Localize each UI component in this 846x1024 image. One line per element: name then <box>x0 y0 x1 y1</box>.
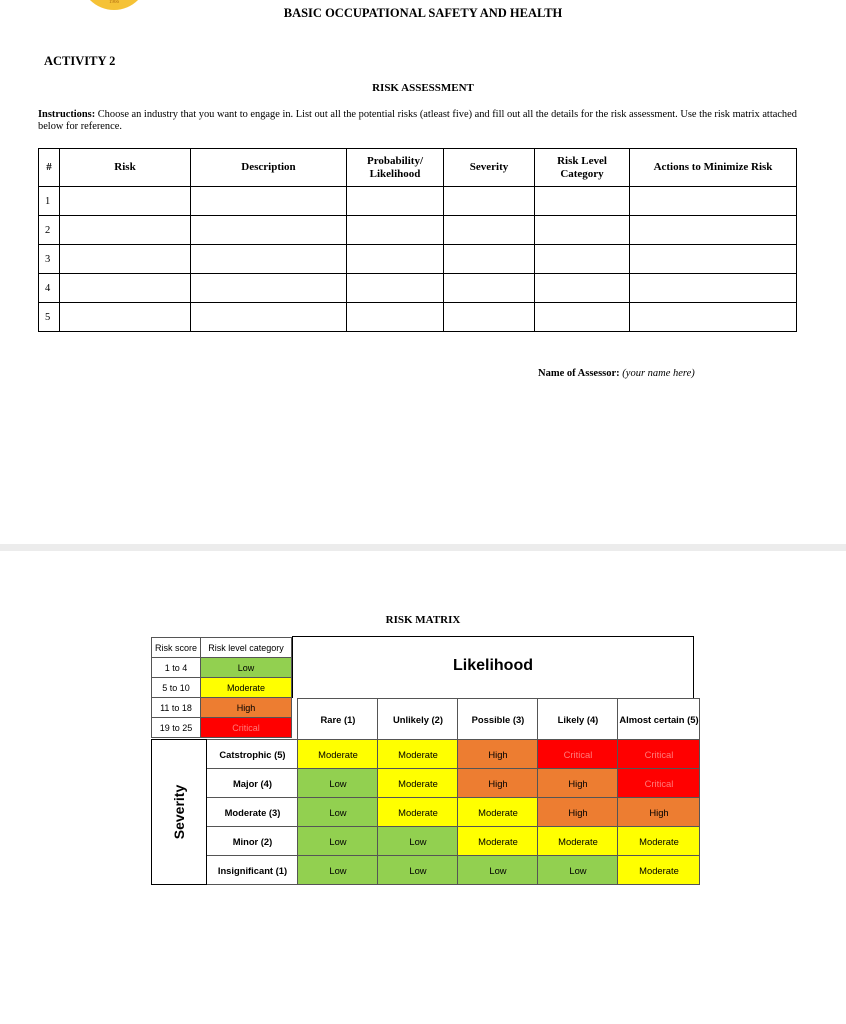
severity-label: Severity <box>171 784 188 840</box>
severity-cell[interactable] <box>444 187 535 216</box>
matrix-cell: Moderate <box>458 827 538 856</box>
matrix-cell: Low <box>298 856 378 885</box>
actions-cell[interactable] <box>630 216 797 245</box>
legend-score: 11 to 18 <box>152 698 201 718</box>
risk-level-cell[interactable] <box>535 216 630 245</box>
probability-cell[interactable] <box>347 216 444 245</box>
instructions-label: Instructions: <box>38 109 96 120</box>
legend-row <box>152 658 292 678</box>
row-number: 5 <box>39 303 60 332</box>
matrix-cell: Moderate <box>298 740 378 769</box>
legend-score: 19 to 25 <box>152 718 201 738</box>
description-cell[interactable] <box>191 216 347 245</box>
legend-header-score: Risk score <box>152 638 201 658</box>
severity-cell[interactable] <box>444 216 535 245</box>
instructions <box>38 109 808 133</box>
probability-cell[interactable] <box>347 274 444 303</box>
row-number: 3 <box>39 245 60 274</box>
matrix-cell: Low <box>298 769 378 798</box>
severity-level: Moderate (3) <box>207 798 298 827</box>
matrix-cell: Moderate <box>618 856 700 885</box>
instructions-text: Choose an industry that you want to engage in. List out all the potential risks (atleast five) and fill out all the details for the risk assessment. Use the risk matrix attached below for reference. <box>38 109 797 132</box>
severity-row <box>152 798 700 827</box>
col-header-risk-level: Risk Level Category <box>535 149 630 187</box>
matrix-cell: Low <box>458 856 538 885</box>
assessor-line <box>538 368 695 379</box>
description-cell[interactable] <box>191 245 347 274</box>
severity-row <box>152 856 700 885</box>
col-header-risk: Risk <box>60 149 191 187</box>
table-row <box>39 187 797 216</box>
page-separator <box>0 544 846 551</box>
severity-level: Catstrophic (5) <box>207 740 298 769</box>
likelihood-levels-row <box>152 699 700 740</box>
risk-level-cell[interactable] <box>535 303 630 332</box>
matrix-cell: Moderate <box>378 798 458 827</box>
matrix-cell: Moderate <box>378 740 458 769</box>
legend-category: Moderate <box>201 678 292 698</box>
risk-level-cell[interactable] <box>535 187 630 216</box>
legend-score: 1 to 4 <box>152 658 201 678</box>
risk-assessment-table <box>38 148 797 332</box>
severity-cell[interactable] <box>444 245 535 274</box>
legend-category: Low <box>201 658 292 678</box>
legend-score: 5 to 10 <box>152 678 201 698</box>
risk-level-cell[interactable] <box>535 245 630 274</box>
matrix-cell: High <box>458 740 538 769</box>
probability-cell[interactable] <box>347 245 444 274</box>
severity-cell[interactable] <box>444 303 535 332</box>
legend-row <box>152 678 292 698</box>
table-header-row <box>39 149 797 187</box>
col-header-actions: Actions to Minimize Risk <box>630 149 797 187</box>
risk-cell[interactable] <box>60 216 191 245</box>
col-header-severity: Severity <box>444 149 535 187</box>
likelihood-level: Possible (3) <box>458 699 538 740</box>
matrix-cell: Moderate <box>538 827 618 856</box>
legend-category: Critical <box>201 718 292 738</box>
risk-assessment-title: RISK ASSESSMENT <box>372 82 474 94</box>
matrix-cell: Moderate <box>618 827 700 856</box>
matrix-cell: Low <box>538 856 618 885</box>
severity-level: Insignificant (1) <box>207 856 298 885</box>
matrix-cell: Low <box>378 827 458 856</box>
legend-header-category: Risk level category <box>201 638 292 658</box>
school-logo: 1966 <box>80 0 148 10</box>
col-header-description: Description <box>191 149 347 187</box>
matrix-cell: Moderate <box>378 769 458 798</box>
matrix-cell: High <box>538 769 618 798</box>
likelihood-level: Almost certain (5) <box>618 699 700 740</box>
severity-row <box>152 740 700 769</box>
grid-corner <box>152 699 298 740</box>
assessor-label: Name of Assessor: <box>538 368 620 379</box>
matrix-cell: Low <box>298 798 378 827</box>
likelihood-level: Unlikely (2) <box>378 699 458 740</box>
matrix-cell: High <box>458 769 538 798</box>
risk-matrix-title: RISK MATRIX <box>385 614 461 626</box>
matrix-cell: High <box>618 798 700 827</box>
probability-cell[interactable] <box>347 303 444 332</box>
matrix-cell: Critical <box>538 740 618 769</box>
risk-cell[interactable] <box>60 187 191 216</box>
row-number: 4 <box>39 274 60 303</box>
description-cell[interactable] <box>191 274 347 303</box>
risk-matrix-grid <box>151 698 700 885</box>
likelihood-label: Likelihood <box>453 657 533 674</box>
probability-cell[interactable] <box>347 187 444 216</box>
matrix-cell: Critical <box>618 769 700 798</box>
severity-row <box>152 769 700 798</box>
activity-heading: ACTIVITY 2 <box>44 54 116 68</box>
likelihood-level: Rare (1) <box>298 699 378 740</box>
legend-header-row <box>152 638 292 658</box>
severity-axis <box>152 740 207 885</box>
risk-level-cell[interactable] <box>535 274 630 303</box>
severity-cell[interactable] <box>444 274 535 303</box>
severity-level: Major (4) <box>207 769 298 798</box>
document-title: BASIC OCCUPATIONAL SAFETY AND HEALTH <box>283 6 563 20</box>
severity-level: Minor (2) <box>207 827 298 856</box>
actions-cell[interactable] <box>630 245 797 274</box>
assessor-value[interactable]: (your name here) <box>622 368 695 379</box>
description-cell[interactable] <box>191 187 347 216</box>
matrix-cell: Moderate <box>458 798 538 827</box>
matrix-cell: Low <box>378 856 458 885</box>
row-number: 2 <box>39 216 60 245</box>
actions-cell[interactable] <box>630 274 797 303</box>
severity-row <box>152 827 700 856</box>
matrix-cell: Critical <box>618 740 700 769</box>
col-header-number: # <box>39 149 60 187</box>
risk-cell[interactable] <box>60 245 191 274</box>
table-row <box>39 216 797 245</box>
col-header-probability: Probability/ Likelihood <box>347 149 444 187</box>
row-number: 1 <box>39 187 60 216</box>
table-row <box>39 245 797 274</box>
likelihood-level: Likely (4) <box>538 699 618 740</box>
table-row <box>39 303 797 332</box>
actions-cell[interactable] <box>630 303 797 332</box>
risk-cell[interactable] <box>60 274 191 303</box>
legend-category: High <box>201 698 292 718</box>
table-row <box>39 274 797 303</box>
description-cell[interactable] <box>191 303 347 332</box>
matrix-cell: Low <box>298 827 378 856</box>
actions-cell[interactable] <box>630 187 797 216</box>
matrix-cell: High <box>538 798 618 827</box>
risk-cell[interactable] <box>60 303 191 332</box>
